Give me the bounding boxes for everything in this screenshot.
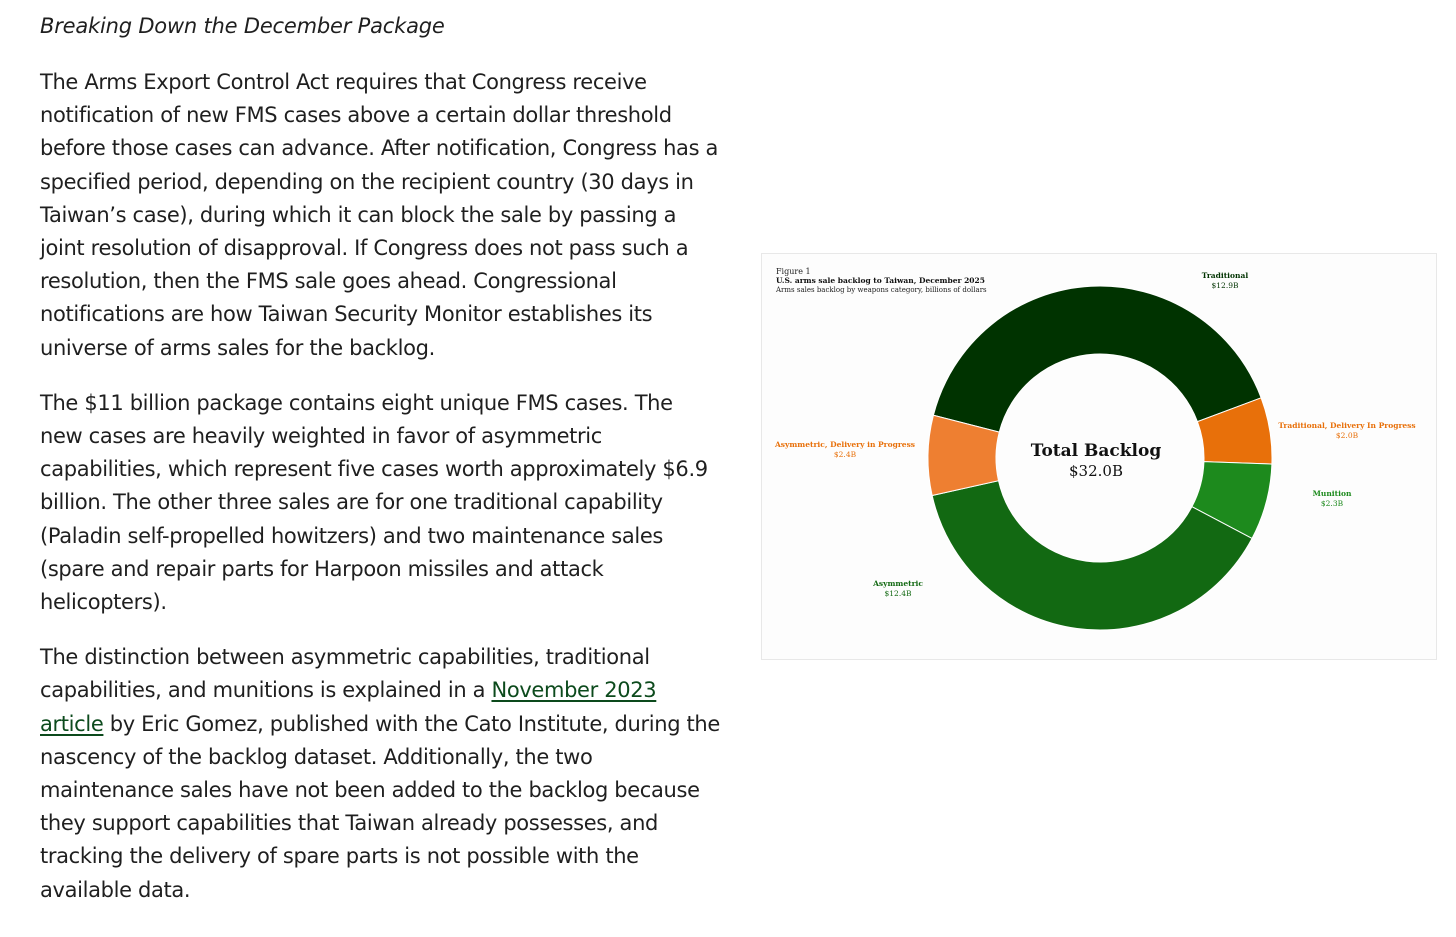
slice-label-value: $12.9B: [1211, 281, 1239, 290]
slice-label-name: Traditional, Delivery In Progress: [1278, 421, 1416, 430]
figure-label: Figure 1: [776, 267, 811, 276]
paragraph-package: The $11 billion package contains eight unique FMS cases. The new cases are heavily weighted in favor of asymmetric capabilities, which represent five cases worth approximately $6.9 billion. The other three sales are for one traditional capability (Paladin self-propelled howitzers) and two maintenance sales (spare and repair parts for Harpoon missiles and attack helicopters).: [40, 390, 708, 615]
paragraph-distinction-text-2: by Eric Gomez, published with the Cato Institute, during the nascency of the backlog dataset. Additionally, the two maintenance sales have not been added to the backlog because they support capabilities that Taiwan already possesses, and tracking the delivery of spare parts is not possible with the available data.: [40, 711, 720, 902]
center-title: Total Backlog: [1030, 441, 1162, 461]
slice-label-value: $12.4B: [884, 589, 912, 598]
paragraph-arms-export: The Arms Export Control Act requires that Congress receive notification of new FMS cases above a certain dollar threshold before those cases can advance. After notification, Congress has a specified period, depending on the recipient country (30 days in Taiwan’s case), during which it can block the sale by passing a joint resolution of disapproval. If Congress does not pass such a resolution, then the FMS sale goes ahead. Congressional notifications are how Taiwan Security Monitor establishes its universe of arms sales for the backlog.: [40, 70, 719, 360]
slice-label-value: $2.4B: [833, 450, 857, 459]
paragraph-distinction-text-1: The distinction between asymmetric capabilities, traditional capabilities, and munitions is explained in a: [40, 645, 650, 703]
donut-chart: [762, 254, 1438, 661]
slice-label-name: Traditional: [1201, 271, 1249, 280]
section-heading: Breaking Down the December Package: [40, 14, 445, 38]
center-value: $32.0B: [1069, 462, 1123, 480]
slice-label-name: Munition: [1312, 489, 1352, 498]
slice-label-value: $2.3B: [1320, 499, 1344, 508]
figure-subtitle: Arms sales backlog by weapons category, billions of dollars: [776, 286, 987, 294]
figure-title: U.S. arms sale backlog to Taiwan, December 2025: [776, 276, 985, 285]
slice-label-value: $2.0B: [1335, 431, 1359, 440]
november-2023-article-link[interactable]: November 2023 article: [40, 678, 657, 736]
slice-label-name: Asymmetric, Delivery in Progress: [774, 440, 916, 449]
article-body: [40, 10, 720, 929]
figure-backlog-chart: [761, 253, 1437, 660]
slice-label-name: Asymmetric: [873, 579, 923, 588]
donut-slice-traditional: [933, 286, 1261, 432]
paragraph-distinction: [40, 641, 720, 907]
